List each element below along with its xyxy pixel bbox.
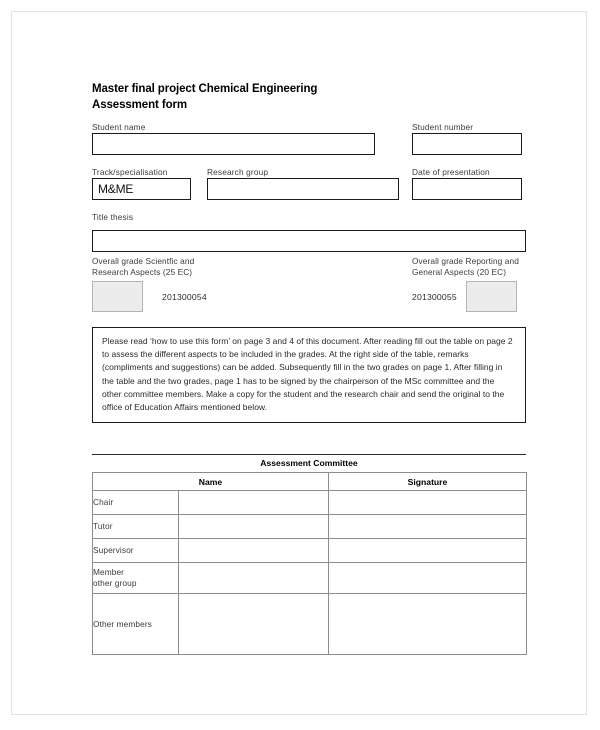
table-row bbox=[93, 491, 527, 515]
title-thesis-input[interactable] bbox=[92, 230, 526, 252]
grade-reporting-group bbox=[412, 256, 519, 312]
student-name-input[interactable] bbox=[92, 133, 375, 155]
committee-header-row bbox=[93, 473, 527, 491]
page-sheet bbox=[11, 11, 587, 715]
page-title-line2: Assessment form bbox=[92, 99, 188, 111]
date-of-presentation-label: Date of presentation bbox=[412, 167, 490, 177]
grade-reporting-number: 201300055 bbox=[412, 291, 457, 302]
table-row bbox=[93, 515, 527, 539]
grade-reporting-label-line2: General Aspects (20 EC) bbox=[412, 267, 507, 277]
student-row-labels bbox=[92, 122, 532, 133]
table-row bbox=[93, 594, 527, 655]
grade-scientific-label-line2: Research Aspects (25 EC) bbox=[92, 267, 193, 277]
research-group-label: Research group bbox=[207, 167, 269, 177]
student-row-inputs bbox=[92, 133, 532, 155]
committee-signature-cell-member-other-group[interactable] bbox=[329, 563, 527, 594]
committee-name-cell-other-members[interactable] bbox=[179, 594, 329, 655]
track-label: Track/specialisation bbox=[92, 167, 168, 177]
track-row-labels bbox=[92, 167, 532, 178]
committee-signature-cell-chair[interactable] bbox=[329, 491, 527, 515]
committee-row-label-tutor: Tutor bbox=[93, 515, 179, 539]
grade-reporting-label-line1: Overall grade Reporting and bbox=[412, 256, 519, 266]
member-other-group-line1: Member bbox=[93, 567, 125, 578]
grade-scientific-number: 201300054 bbox=[162, 291, 207, 302]
committee-name-cell-chair[interactable] bbox=[179, 491, 329, 515]
committee-name-cell-member-other-group[interactable] bbox=[179, 563, 329, 594]
overall-grades-section bbox=[92, 256, 532, 308]
research-group-input[interactable] bbox=[207, 178, 399, 200]
committee-row-label-chair: Chair bbox=[93, 491, 179, 515]
committee-row-label-supervisor: Supervisor bbox=[93, 539, 179, 563]
committee-heading: Assessment Committee bbox=[260, 458, 358, 469]
grade-scientific-group bbox=[92, 256, 207, 312]
instructions-box bbox=[92, 327, 526, 423]
committee-row-label-member-other-group bbox=[93, 563, 179, 594]
track-input[interactable]: M&ME bbox=[92, 178, 191, 200]
committee-table bbox=[92, 472, 527, 655]
committee-signature-cell-supervisor[interactable] bbox=[329, 539, 527, 563]
committee-col-name-header: Name bbox=[93, 473, 329, 491]
grade-scientific-input[interactable] bbox=[92, 281, 143, 312]
student-name-label: Student name bbox=[92, 122, 146, 132]
table-row bbox=[93, 563, 527, 594]
committee-col-signature-header: Signature bbox=[329, 473, 527, 491]
member-other-group-line2: other group bbox=[93, 578, 137, 589]
table-row bbox=[93, 539, 527, 563]
assessment-committee-section bbox=[92, 454, 526, 655]
committee-signature-cell-tutor[interactable] bbox=[329, 515, 527, 539]
page-title bbox=[92, 81, 532, 113]
instructions-text: Please read ‘how to use this form’ on page 3 and 4 of this document. After reading fill out the table on page 2 to assess the different aspects to be included in the grades. At the right side of the table, remarks (compliments and suggestions) can be added. Subsequently fill in the two grades on page 1. After filling in the table and the two grades, page 1 has to be signed by the chairperson of the MSc committee and the other committee members. Make a copy for the student and the research chair and send the original to the office of Education Affairs mentioned below. bbox=[102, 336, 513, 413]
committee-signature-cell-other-members[interactable] bbox=[329, 594, 527, 655]
grade-scientific-label-line1: Overall grade Scientfic and bbox=[92, 256, 195, 266]
committee-row-label-other-members: Other members bbox=[93, 594, 179, 655]
date-of-presentation-input[interactable] bbox=[412, 178, 522, 200]
student-number-input[interactable] bbox=[412, 133, 522, 155]
student-number-label: Student number bbox=[412, 122, 474, 132]
title-thesis-label: Title thesis bbox=[92, 212, 134, 222]
committee-name-cell-tutor[interactable] bbox=[179, 515, 329, 539]
committee-name-cell-supervisor[interactable] bbox=[179, 539, 329, 563]
form-content bbox=[92, 81, 532, 655]
track-row-inputs bbox=[92, 178, 532, 200]
page-title-line1: Master final project Chemical Engineering bbox=[92, 83, 318, 95]
grade-reporting-input[interactable] bbox=[466, 281, 517, 312]
